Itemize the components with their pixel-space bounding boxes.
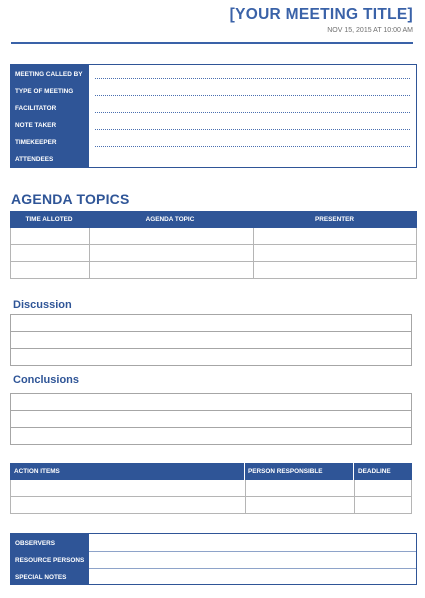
label-meeting-called-by: MEETING CALLED BY: [15, 71, 83, 78]
col-action-items: ACTION ITEMS: [14, 468, 60, 475]
label-resource-persons: RESOURCE PERSONS: [15, 557, 85, 564]
label-facilitator: FACILITATOR: [15, 105, 57, 112]
label-type-of-meeting: TYPE OF MEETING: [15, 88, 74, 95]
col-person-responsible: PERSON RESPONSIBLE: [248, 468, 323, 475]
table-row[interactable]: [10, 245, 417, 262]
col-time-alloted: TIME ALLOTED: [25, 216, 73, 223]
type-of-meeting-field[interactable]: [95, 95, 410, 96]
resource-persons-field[interactable]: [89, 568, 416, 569]
agenda-header-row: [10, 211, 417, 228]
action-items-header-row: [10, 463, 412, 480]
action-items-table: [10, 463, 412, 514]
meeting-title: [YOUR MEETING TITLE]: [229, 6, 413, 23]
meeting-info-table: [10, 64, 417, 168]
label-timekeeper: TIMEKEEPER: [15, 139, 57, 146]
discussion-line[interactable]: [11, 332, 411, 349]
agenda-heading: AGENDA TOPICS: [11, 191, 130, 207]
timekeeper-field[interactable]: [95, 146, 410, 147]
meeting-info-label-column: [11, 65, 89, 167]
table-row[interactable]: [10, 262, 417, 279]
conclusions-line[interactable]: [11, 428, 411, 445]
note-taker-field[interactable]: [95, 129, 410, 130]
table-row[interactable]: [10, 480, 412, 497]
conclusions-area: [10, 393, 412, 445]
extra-info-table: [10, 533, 417, 585]
table-row[interactable]: [10, 497, 412, 514]
meeting-date-time: NOV 15, 2015 AT 10:00 AM: [327, 27, 413, 34]
extra-info-label-column: [11, 534, 89, 584]
label-special-notes: SPECIAL NOTES: [15, 574, 67, 581]
discussion-line[interactable]: [11, 315, 411, 332]
discussion-heading: Discussion: [13, 299, 72, 311]
table-row[interactable]: [10, 228, 417, 245]
conclusions-line[interactable]: [11, 411, 411, 428]
col-agenda-topic: AGENDA TOPIC: [145, 216, 195, 223]
meeting-called-by-field[interactable]: [95, 78, 410, 79]
label-observers: OBSERVERS: [15, 540, 56, 547]
discussion-area: [10, 314, 412, 366]
conclusions-heading: Conclusions: [13, 374, 80, 386]
discussion-line[interactable]: [11, 349, 411, 366]
conclusions-line[interactable]: [11, 394, 411, 411]
header-divider: [11, 42, 413, 44]
agenda-table: [10, 211, 417, 279]
facilitator-field[interactable]: [95, 112, 410, 113]
col-deadline: DEADLINE: [358, 468, 391, 475]
label-attendees: ATTENDEES: [15, 156, 54, 163]
label-note-taker: NOTE TAKER: [15, 122, 57, 129]
observers-field[interactable]: [89, 551, 416, 552]
col-presenter: PRESENTER: [314, 216, 355, 223]
